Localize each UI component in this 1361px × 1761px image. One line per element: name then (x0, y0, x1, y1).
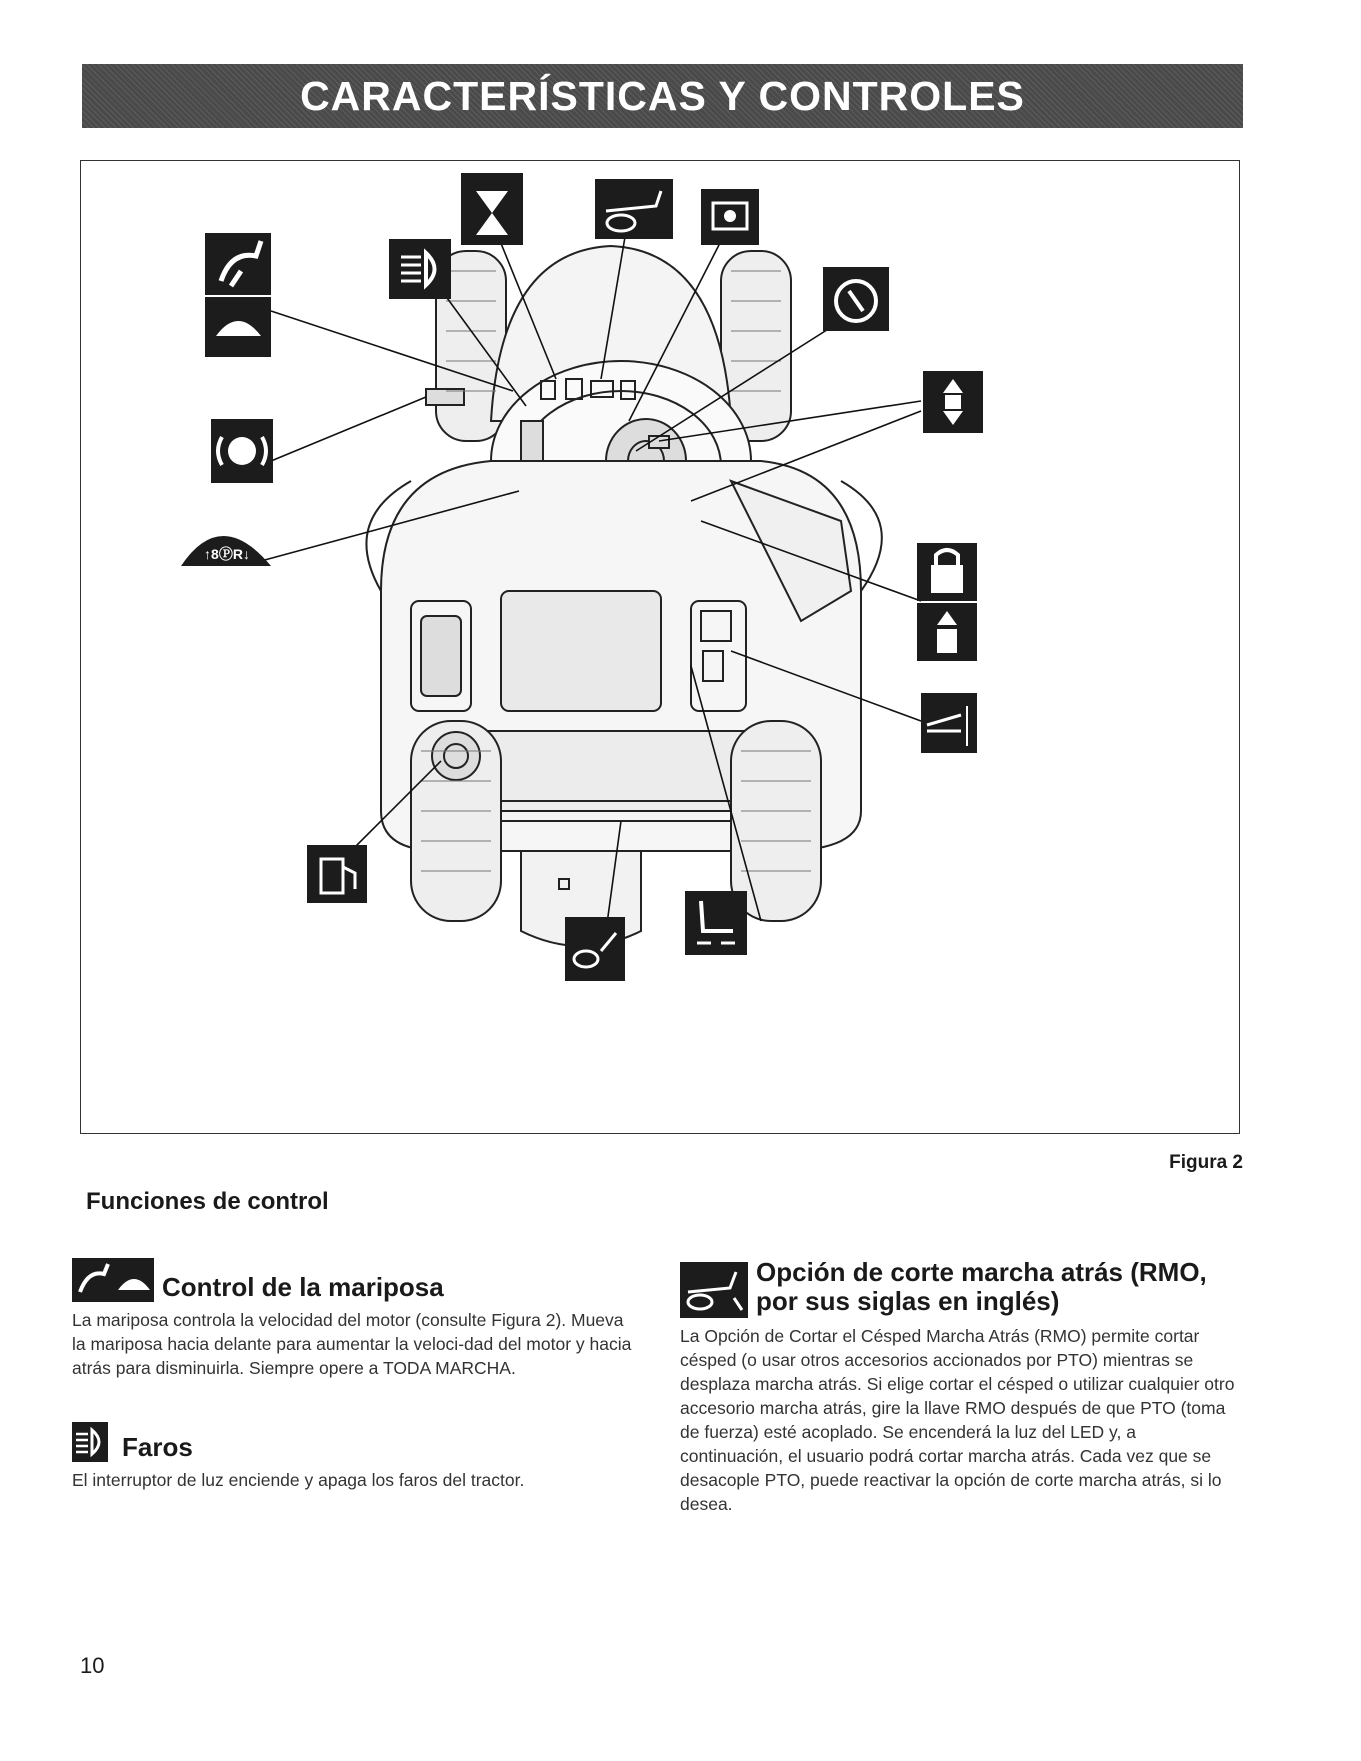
fuel-icon (307, 845, 367, 903)
page-number: 10 (80, 1653, 105, 1678)
throttle-rabbit-turtle-icon (72, 1258, 154, 1302)
throttle-text: La mariposa controla la velocidad del motor (consulte Figura 2). Mueva la mariposa hacia delante para aumentar la veloci-dad del motor y hacia atrás para disminuirla. Siempre opere a TODA MARCHA. (72, 1310, 632, 1378)
seat-pan (501, 591, 661, 711)
left-column (72, 1258, 632, 1492)
lights-heading (72, 1422, 632, 1462)
section-banner (82, 64, 1243, 128)
section-title: Funciones de control (86, 1188, 329, 1215)
rabbit-icon (205, 233, 271, 295)
throttle-title: Control de la mariposa (162, 1271, 444, 1302)
rmo-title: Opción de corte marcha atrás (RMO, por sus siglas en inglés) (756, 1257, 1207, 1317)
tow-icon (565, 917, 625, 981)
pto-icon (701, 189, 759, 245)
lock-icon (917, 543, 977, 601)
fuel-cap (432, 732, 480, 780)
lights-text: El interruptor de luz enciende y apaga los faros del tractor. (72, 1470, 525, 1490)
rmo-text: La Opción de Cortar el Césped Marcha Atrás (RMO) permite cortar césped (o usar otros accesorios accionados por PTO) mientras se desplaza marcha atrás. Si elige cortar el césped o utilizar cualquier otro accesorio marcha atrás, gire la llave RMO después de que PTO (toma de fuerza) esté acoplado. Se encenderá la luz del LED y, a continuación, el usuario podrá cortar marcha atrás. Cada vez que se desacople PTO, puede reactivar la opción de corte marcha atrás, si lo desea. (680, 1326, 1235, 1514)
svg-text:↑8ⓅR↓: ↑8ⓅR↓ (204, 546, 250, 562)
figure-frame (80, 160, 1240, 1134)
throttle-heading (72, 1258, 632, 1302)
turtle-icon (205, 297, 271, 357)
shift-pattern-icon (181, 536, 271, 566)
page-title: CARACTERÍSTICAS Y CONTROLES (300, 72, 1025, 119)
attachment-lift-icon (923, 371, 983, 433)
brake-icon (211, 419, 273, 483)
deck-height-icon (921, 693, 977, 753)
rmo-icon (680, 1262, 748, 1318)
tractor-diagram (81, 161, 1241, 1135)
headlight-icon (389, 239, 451, 299)
right-column (680, 1258, 1240, 1516)
figure-label: Figura 2 (1169, 1152, 1243, 1173)
hourglass-icon (461, 173, 523, 245)
rmo-heading (680, 1258, 1240, 1318)
lights-title: Faros (122, 1431, 193, 1462)
rmo-mower-icon (595, 179, 673, 239)
cruise-lift-icon (917, 603, 977, 661)
seat-adjust-icon (685, 891, 747, 955)
lights-headlight-icon (72, 1422, 108, 1462)
engine-start-icon (823, 267, 889, 331)
